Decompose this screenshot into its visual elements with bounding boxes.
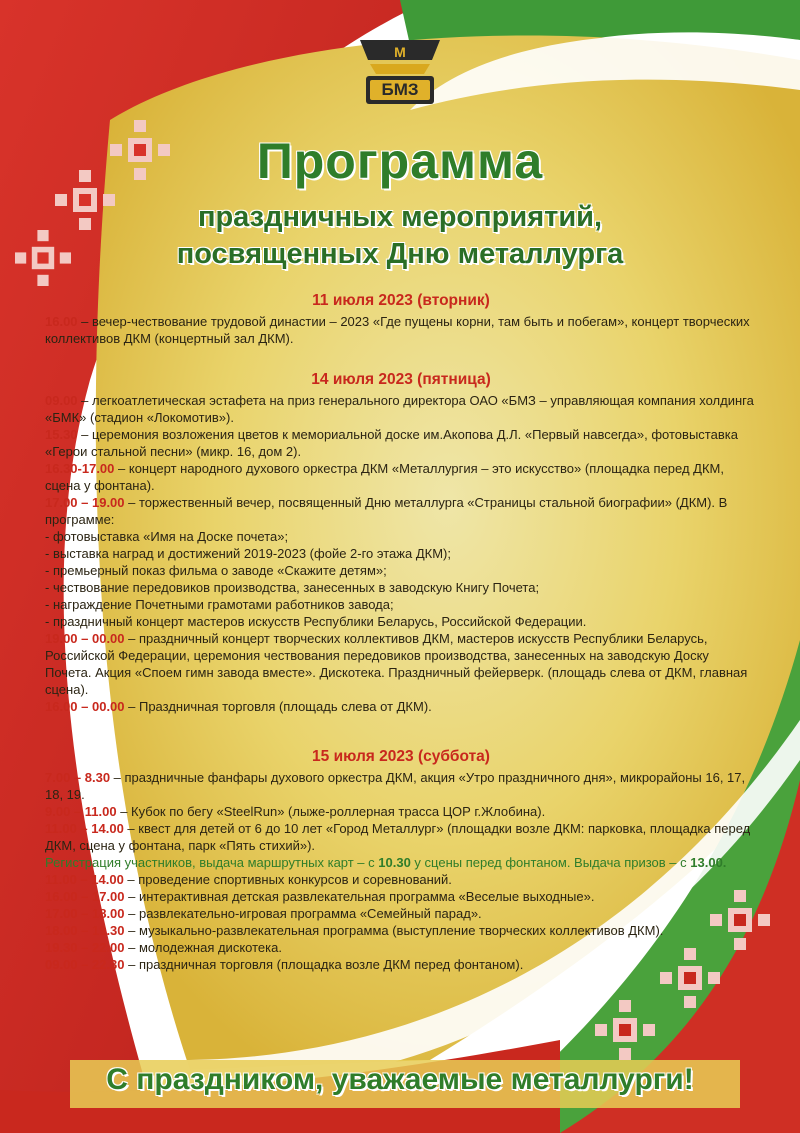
program-entry	[45, 956, 757, 973]
entry-text: – молодежная дискотека.	[124, 940, 282, 955]
program-entry	[45, 769, 757, 803]
entry-text: – квест для детей от 6 до 10 лет «Город Металлург» (площадки возле ДКМ: парковка, площадка перед ДКМ, сцена у фонтана, парк «Пять стихий»).	[45, 821, 751, 853]
entry-time: 16.00 – 00.00	[45, 699, 125, 714]
entry-time: 16.30-17.00	[45, 461, 115, 476]
footer-greeting: С праздником, уважаемые металлурги!	[106, 1063, 694, 1096]
entry-time: 18.00 – 19.30	[45, 923, 125, 938]
entry-text: – развлекательно-игровая программа «Семейный парад».	[124, 906, 482, 921]
registration-text: Регистрация участников, выдача маршрутных карт – с	[45, 855, 379, 870]
svg-text:М: М	[394, 44, 406, 60]
program-subitem	[45, 562, 757, 579]
program-entry	[45, 922, 757, 939]
entry-time: 09.00	[45, 393, 78, 408]
entry-time: 19.30 – 22.00	[45, 940, 125, 955]
subtitle-line-1: праздничных мероприятий,	[197, 201, 603, 233]
entry-time: 15.30	[45, 427, 78, 442]
program-entry	[45, 426, 757, 460]
program-entry	[45, 820, 757, 854]
program-entry	[45, 871, 757, 888]
program-entry	[45, 905, 757, 922]
program-entry	[45, 460, 757, 494]
program-entry	[45, 939, 757, 956]
entry-text: - выставка наград и достижений 2019-2023 (фойе 2-го этажа ДКМ);	[45, 546, 451, 561]
entry-time: 17.00 – 18.00	[45, 906, 125, 921]
entry-text: – Кубок по бегу «SteelRun» (лыже-роллерная трасса ЦОР г.Жлобина).	[116, 804, 546, 819]
entry-text: - награждение Почетными грамотами работников завода;	[45, 597, 394, 612]
program-subitem	[45, 545, 757, 562]
entry-time: 16.00 – 17.00	[45, 889, 125, 904]
page-title: Программа	[256, 133, 544, 189]
entry-time: 17.00 – 19.00	[45, 495, 125, 510]
program-subitem	[45, 579, 757, 596]
entry-text: - праздничный концерт мастеров искусств Республики Беларусь, Российской Федерации.	[45, 614, 587, 629]
program-entry	[45, 630, 757, 698]
program-entry	[45, 494, 757, 528]
entry-time: 16.00	[45, 314, 78, 329]
program-entry	[45, 698, 757, 715]
entry-text: – легкоатлетическая эстафета на приз генерального директора ОАО «БМЗ – управляющая компания холдинга «БМК» (стадион «Локомотив»).	[45, 393, 754, 425]
program-entry	[45, 392, 757, 426]
entry-text: – праздничная торговля (площадка возле ДКМ перед фонтаном).	[124, 957, 524, 972]
entry-text: - чествование передовиков производства, занесенных в заводскую Книгу Почета;	[45, 580, 540, 595]
entry-text: - премьерный показ фильма о заводе «Скажите детям»;	[45, 563, 387, 578]
entry-text: – торжественный вечер, посвященный Дню металлурга «Страницы стальной биографии» (ДКМ). В программе:	[45, 495, 728, 527]
entry-text: – праздничные фанфары духового оркестра ДКМ, акция «Утро праздничного дня», микрорайоны 16, 17, 18, 19.	[45, 770, 746, 802]
program-subitem	[45, 596, 757, 613]
entry-time: 11.00 – 14.00	[45, 872, 124, 887]
registration-time: 10.30	[378, 855, 411, 870]
registration-note	[45, 854, 757, 871]
entry-text: – церемония возложения цветов к мемориальной доске им.Акопова Д.Л. «Первый навсегда», фотовыставка «Герои стальной песни» (микр. 16, дом 2).	[45, 427, 738, 459]
ornament-right-3	[595, 1000, 655, 1060]
program-entry	[45, 803, 757, 820]
registration-text: у сцены перед фонтаном. Выдача призов – с	[410, 855, 691, 870]
program-entry	[45, 313, 757, 347]
subtitle-line-2: посвященных Дню металлурга	[176, 238, 624, 270]
entry-text: – проведение спортивных конкурсов и соревнований.	[123, 872, 452, 887]
entry-text: – праздничный концерт творческих коллективов ДКМ, мастеров искусств Республики Беларусь, Российской Федерации, церемония чествования передовиков производства, занесенных на заводскую Доску Почета. Акция «Споем гимн завода вместе». Дискотека. Праздничный фейерверк. (площадь слева от ДКМ, главная сцена).	[45, 631, 748, 697]
bmz-logo	[352, 30, 448, 110]
entry-time: 09.00 – 22.30	[45, 957, 125, 972]
bmz-logo-text: БМЗ	[381, 80, 419, 99]
day-date: 11 июля 2023 (вторник)	[312, 292, 490, 309]
entry-time: 11.00 – 14.00	[45, 821, 124, 836]
entry-time: 9.00 – 11.00	[45, 804, 117, 819]
program-subitem	[45, 613, 757, 630]
program-content	[45, 292, 757, 973]
entry-time: 7.00 – 8.30	[45, 770, 111, 785]
day-date: 14 июля 2023 (пятница)	[311, 371, 491, 388]
entry-time: 19.00 – 00.00	[45, 631, 125, 646]
program-entry	[45, 888, 757, 905]
entry-text: – концерт народного духового оркестра ДКМ «Металлургия – это искусство» (площадка перед ДКМ, сцена у фонтана).	[45, 461, 724, 493]
program-subitem	[45, 528, 757, 545]
day-date: 15 июля 2023 (суббота)	[312, 748, 490, 765]
entry-text: – интерактивная детская развлекательная программа «Веселые выходные».	[124, 889, 595, 904]
entry-text: – музыкально-развлекательная программа (выступление творческих коллективов ДКМ).	[124, 923, 664, 938]
registration-time: 13.00.	[690, 855, 727, 870]
entry-text: – вечер-чествование трудовой династии – 2023 «Где пущены корни, там быть и побегам», концерт творческих коллективов ДКМ (концертный зал ДКМ).	[45, 314, 750, 346]
entry-text: – Праздничная торговля (площадь слева от ДКМ).	[124, 699, 432, 714]
entry-text: - фотовыставка «Имя на Доске почета»;	[45, 529, 289, 544]
